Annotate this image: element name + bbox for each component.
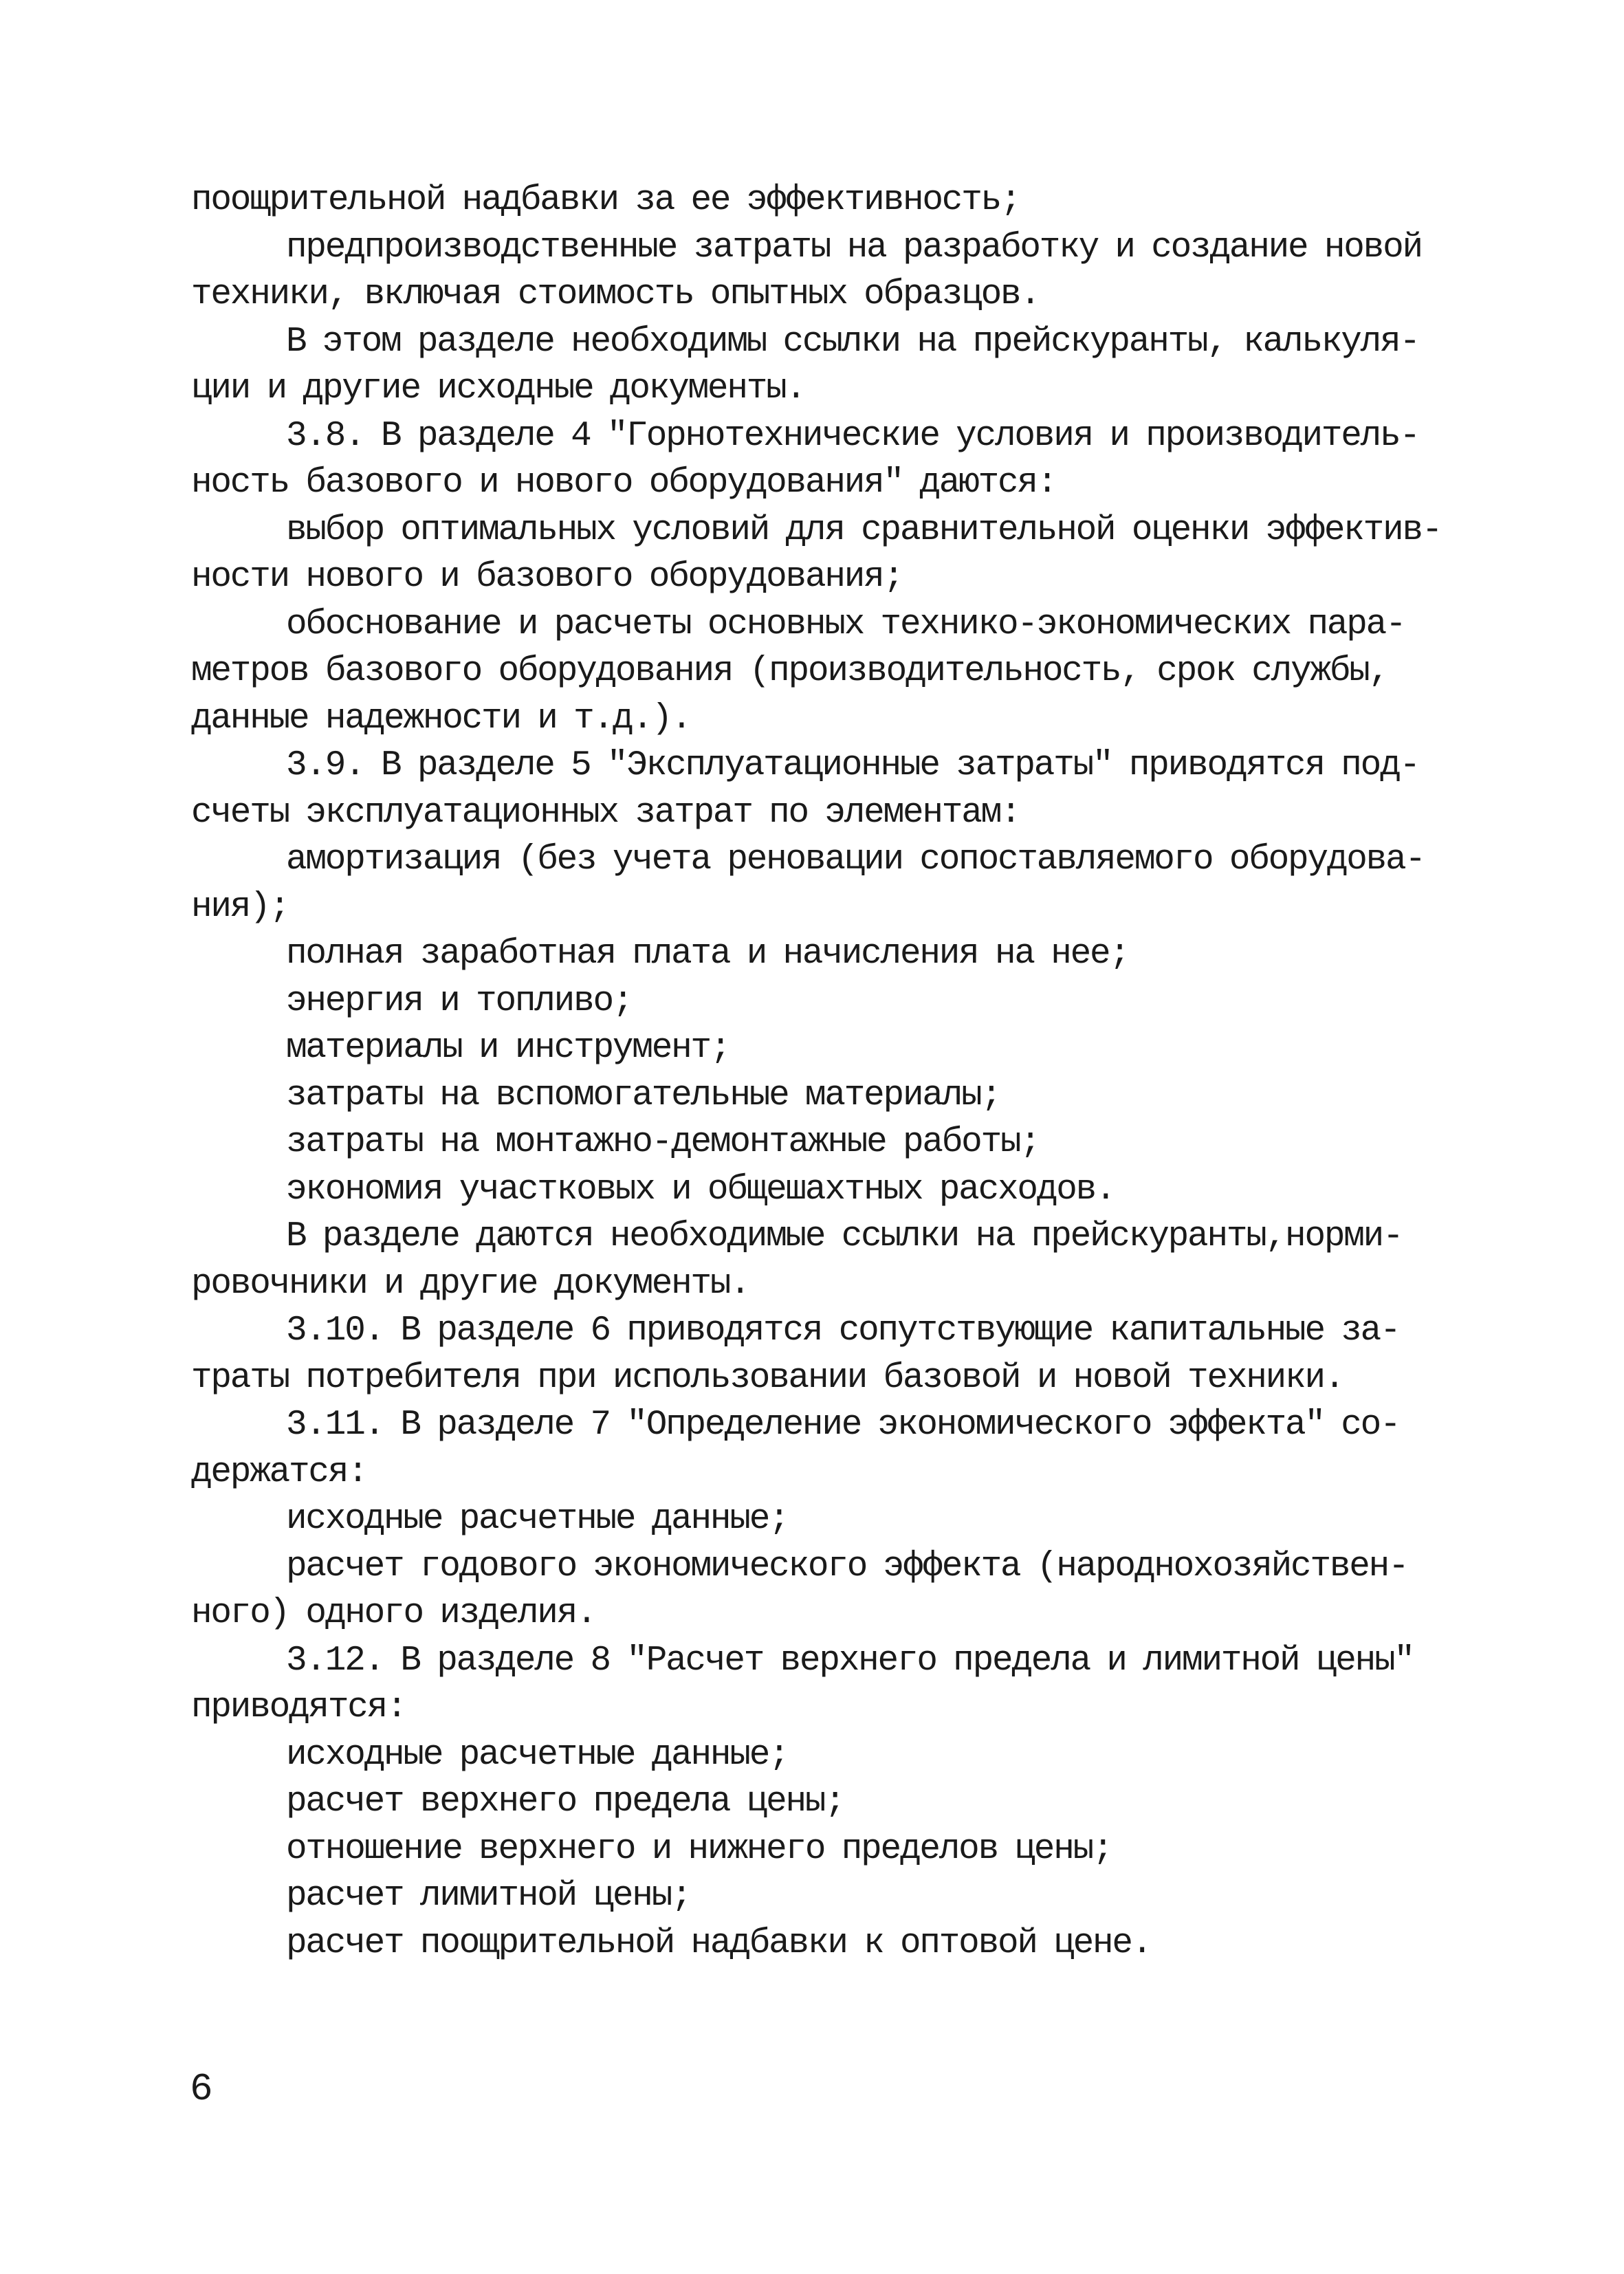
text-line: материалы и инструмент; [286,1029,730,1068]
text-line: предпроизводственные затраты на разработку и создание новой [286,228,1422,267]
text-line: расчет поощрительной надбавки к оптовой цене. [286,1923,1152,1963]
text-line: ного) одного изделия. [191,1594,596,1633]
text-line: данные надежности и т.д.). [191,699,691,739]
text-line: выбор оптимальных условий для сравнительной оценки эффектив- [286,510,1442,550]
text-line: отношение верхнего и нижнего пределов цены; [286,1829,1112,1869]
text-line: расчет лимитной цены; [286,1877,691,1916]
text-line: затраты на монтажно-демонтажные работы; [286,1123,1040,1162]
text-line: приводятся: [191,1688,406,1727]
text-line: ности нового и базового оборудования; [191,558,903,597]
text-line: поощрительной надбавки за ее эффективность; [191,181,1020,220]
text-line: счеты эксплуатационных затрат по элементам: [191,793,1020,833]
text-line: держатся: [191,1452,367,1492]
text-line: ность базового и нового оборудования" даются: [191,463,1057,503]
text-line: ния); [191,887,289,927]
text-line: расчет верхнего предела цены; [286,1782,844,1822]
text-line: 3.10. В разделе 6 приводятся сопутствующие капитальные за- [286,1311,1400,1351]
text-line: ровочники и другие документы. [191,1264,749,1304]
text-line: метров базового оборудования (производительность, срок службы, [191,652,1389,691]
text-line: экономия участковых и общешахтных расходов. [286,1170,1115,1210]
text-line: расчет годового экономического эффекта (народнохозяйствен- [286,1546,1408,1586]
body-text [191,177,1449,1967]
text-line: затраты на вспомогательные материалы; [286,1075,1000,1115]
text-line: полная заработная плата и начисления на нее; [286,934,1129,974]
text-line: техники, включая стоимость опытных образцов. [191,275,1040,314]
text-line: 3.12. В разделе 8 "Расчет верхнего предела и лимитной цены" [286,1641,1414,1681]
text-line: энергия и топливо; [286,981,633,1021]
text-line: исходные расчетные данные; [286,1500,789,1539]
text-line: обоснование и расчеты основных технико-экономических пара- [286,604,1405,644]
text-line: исходные расчетные данные; [286,1735,789,1775]
text-line: В разделе даются необходимые ссылки на прейскуранты,норми- [286,1217,1403,1256]
text-line: 3.9. В разделе 5 "Эксплуатационные затраты" приводятся под- [286,746,1419,785]
text-line: амортизация (без учета реновации сопоставляемого оборудова- [286,840,1425,879]
text-line: 3.11. В разделе 7 "Определение экономического эффекта" со- [286,1406,1400,1445]
text-line: В этом разделе необходимы ссылки на прейскуранты, калькуля- [286,322,1419,362]
page-number: 6 [190,2067,213,2111]
text-line: 3.8. В разделе 4 "Горнотехнические условия и производитель- [286,416,1419,456]
text-line: ции и другие исходные документы. [191,369,805,408]
text-line: траты потребителя при использовании базовой и новой техники. [191,1358,1344,1398]
